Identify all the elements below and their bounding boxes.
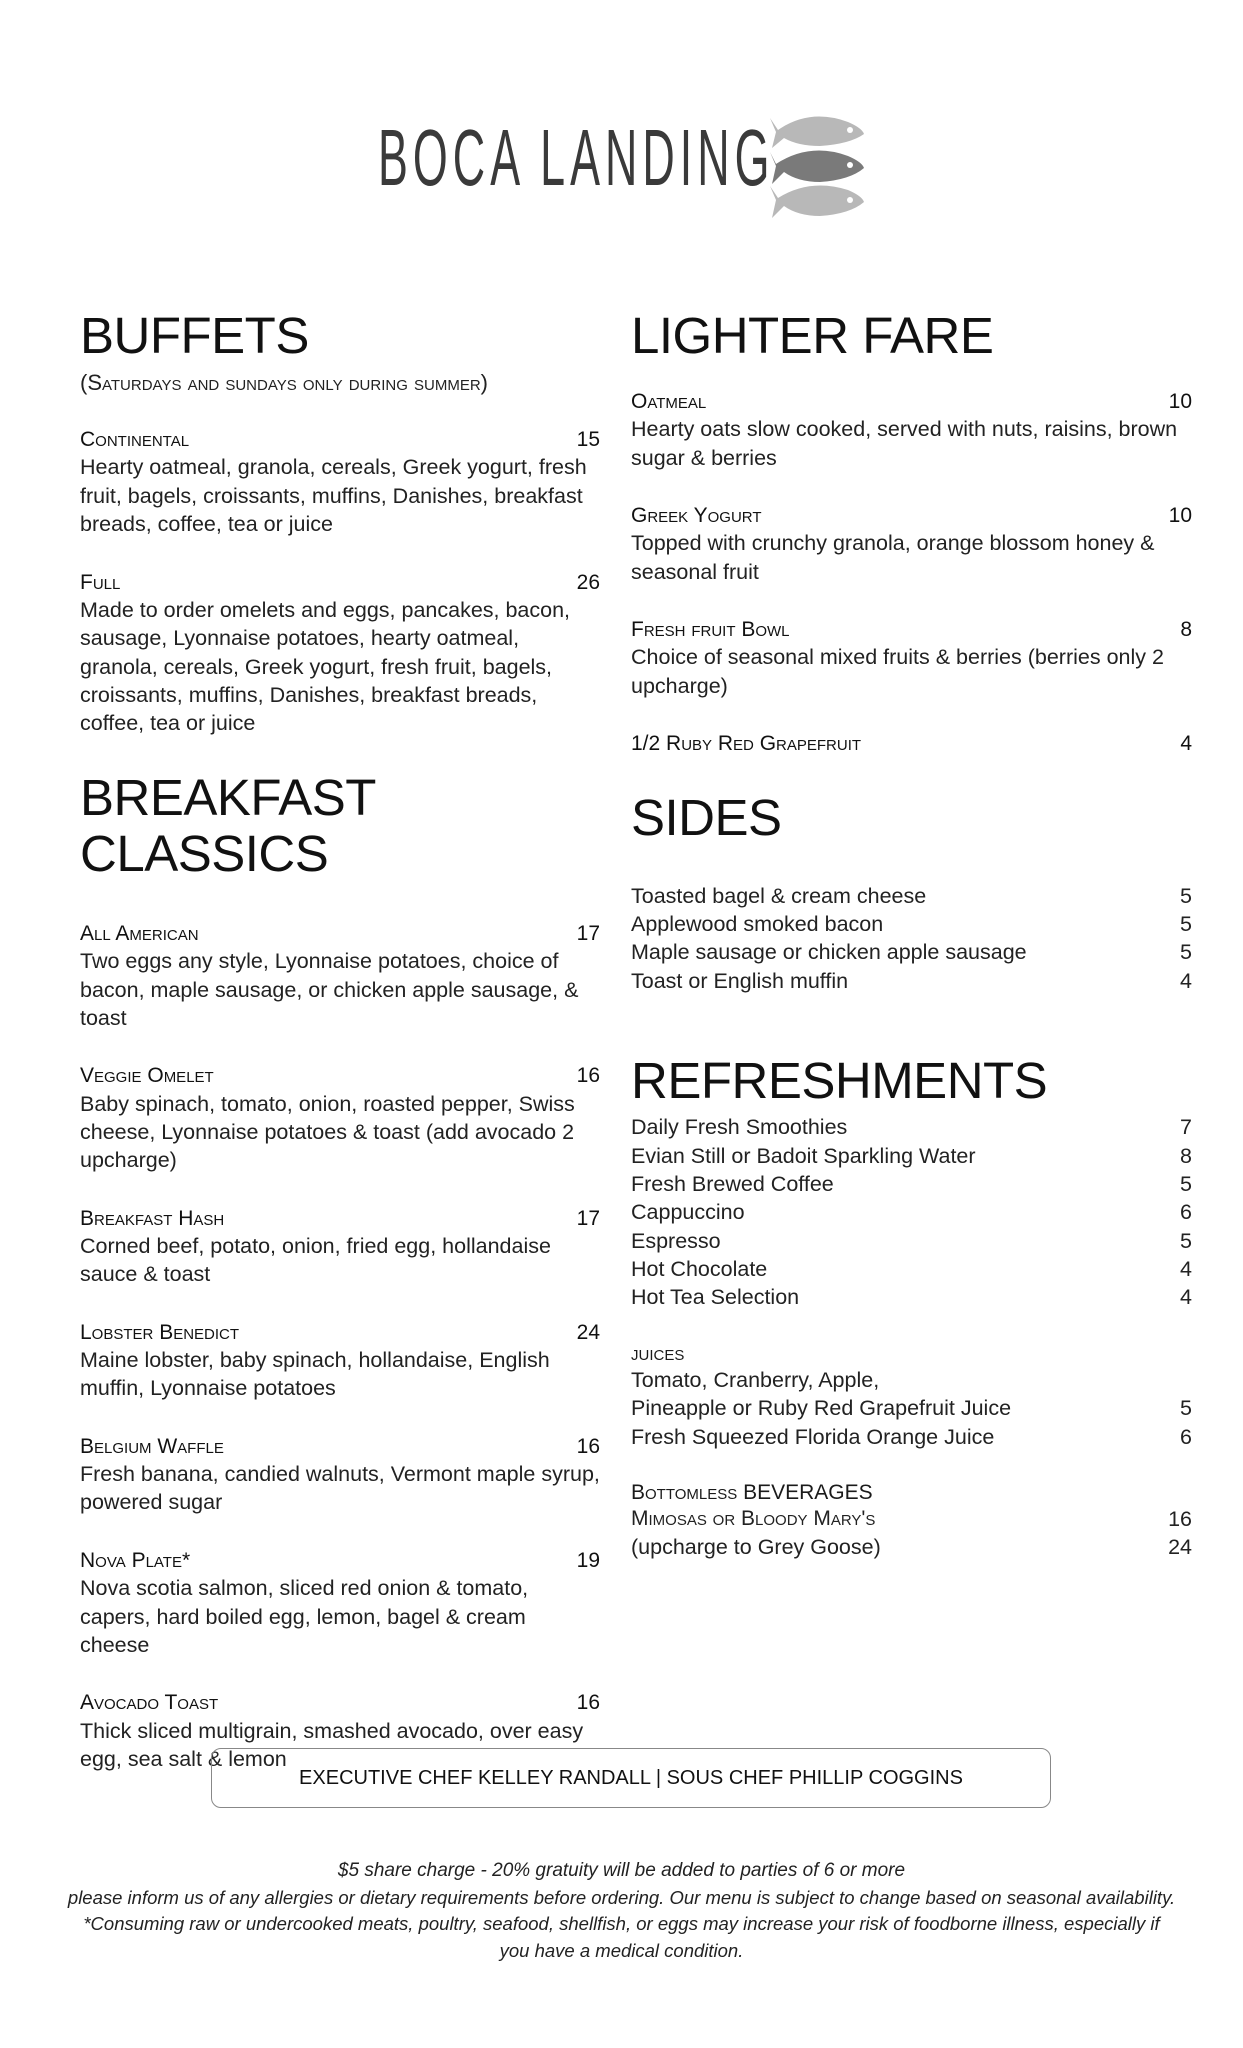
item-description: Topped with crunchy granola, orange blossom honey & seasonal fruit (631, 531, 1155, 584)
buffets-heading: BUFFETS (80, 307, 309, 364)
share-charge-note: $5 share charge - 20% gratuity will be added to parties of 6 or more (337, 1860, 906, 1881)
item-name: Full (80, 570, 121, 594)
refreshments-list (631, 1113, 1192, 1312)
item-name: All American (80, 921, 199, 945)
menu-item (80, 569, 600, 738)
item-price: 17 (576, 1206, 600, 1230)
chef-credits-box (211, 1748, 1051, 1808)
brand-name: BOCA LANDING (378, 113, 775, 202)
item-name: Fresh fruit Bowl (631, 618, 790, 642)
list-item: Fresh Squeezed Florida Orange Juice 6 (631, 1424, 1192, 1449)
menu-item (80, 1433, 600, 1517)
list-item: Tomato, Cranberry, Apple, (631, 1367, 880, 1392)
item-price: 16 (576, 1434, 600, 1458)
list-item: Daily Fresh Smoothies 7 (631, 1115, 1192, 1140)
item-price: 19 (576, 1548, 600, 1572)
sides-list (631, 882, 1192, 996)
item-description: Baby spinach, tomato, onion, roasted pepper, Swiss cheese, Lyonnaise potatoes & toast (add avocado 2 upcharge) (80, 1091, 575, 1173)
menu-item (631, 616, 1192, 700)
item-description: Two eggs any style, Lyonnaise potatoes, choice of bacon, maple sausage, or chicken apple sausage, & toast (80, 949, 579, 1030)
list-item: Mimosas or Bloody Mary's 16 (631, 1506, 1192, 1531)
item-description: Made to order omelets and eggs, pancakes, bacon, sausage, Lyonnaise potatoes, hearty oatmeal, granola, cereals, Greek yogurt, fresh fruit, bagels, croissants, muffins, Danishes, breakfast breads, coffee, tea or juice (80, 597, 571, 736)
right-column (631, 308, 1192, 1562)
list-item: Applewood smoked bacon 5 (631, 912, 1192, 936)
item-price: 10 (1168, 390, 1192, 414)
refreshments-heading: REFRESHMENTS (631, 1052, 1048, 1110)
item-description: Nova scotia salmon, sliced red onion & tomato, capers, hard boiled egg, lemon, bagel & cream cheese (80, 1576, 529, 1657)
item-name: Oatmeal (631, 390, 707, 414)
item-description: Hearty oats slow cooked, served with nuts, raisins, brown sugar & berries (631, 417, 1178, 470)
menu-item (80, 1205, 600, 1289)
menu-item (80, 920, 600, 1032)
menu-item (80, 1547, 600, 1659)
item-name: Continental (80, 428, 190, 452)
menu-item (80, 1062, 600, 1174)
item-price: 16 (576, 1691, 600, 1715)
item-name: Greek Yogurt (631, 504, 762, 528)
list-item: (upcharge to Grey Goose) 24 (631, 1535, 1192, 1560)
menu-item (631, 388, 1192, 472)
lighter-heading: LIGHTER FARE (631, 307, 994, 364)
item-description: Hearty oatmeal, granola, cereals, Greek yogurt, fresh fruit, bagels, croissants, muffins, Danishes, breakfast breads, coffee, tea or juice (80, 455, 587, 537)
bottomless-label: Bottomless BEVERAGES (631, 1480, 873, 1504)
item-price: 4 (1180, 732, 1192, 756)
menu-item (80, 426, 600, 538)
item-price: 16 (576, 1064, 600, 1088)
item-name: Veggie Omelet (80, 1064, 214, 1088)
item-description: Thick sliced multigrain, smashed avocado, over easy egg, sea salt & lemon (80, 1718, 584, 1771)
juices-group (631, 1342, 1192, 1451)
classics-heading: BREAKFAST CLASSICS (80, 768, 376, 882)
item-name: 1/2 Ruby Red Grapefruit (631, 732, 862, 756)
buffets-subtitle: (Saturdays and sundays only during summer) (80, 370, 488, 396)
item-price: 17 (576, 921, 600, 945)
consumption-warning-cont: you have a medical condition. (499, 1939, 744, 1961)
list-item: Cappuccino 6 (631, 1200, 1192, 1225)
bottomless-group (631, 1481, 1192, 1562)
item-name: Nova Plate* (80, 1548, 191, 1572)
consumption-warning: *Consuming raw or undercooked meats, poultry, seafood, shellfish, or eggs may increase your risk of foodborne illness, especially if (83, 1913, 1160, 1935)
item-price: 24 (576, 1320, 600, 1344)
item-price: 15 (576, 428, 600, 452)
three-fish-icon (770, 108, 870, 218)
list-item: Espresso 5 (631, 1228, 1192, 1253)
item-description: Corned beef, potato, onion, fried egg, hollandaise sauce & toast (80, 1234, 551, 1287)
sides-heading: SIDES (631, 788, 782, 846)
item-description: Fresh banana, candied walnuts, Vermont maple syrup, powered sugar (80, 1462, 600, 1515)
item-description: Choice of seasonal mixed fruits & berries (berries only 2 upcharge) (631, 645, 1164, 698)
chef-credits: EXECUTIVE CHEF KELLEY RANDALL | SOUS CHEF PHILLIP COGGINS (299, 1766, 963, 1789)
item-name: Lobster Benedict (80, 1320, 240, 1344)
item-price: 10 (1168, 504, 1192, 528)
menu-item (631, 730, 1192, 757)
item-description: Maine lobster, baby spinach, hollandaise, English muffin, Lyonnaise potatoes (80, 1348, 550, 1401)
item-name: Breakfast Hash (80, 1206, 225, 1230)
list-item: Hot Chocolate 4 (631, 1257, 1192, 1282)
list-item: Toasted bagel & cream cheese 5 (631, 883, 1192, 908)
item-name: Belgium Waffle (80, 1434, 224, 1458)
left-column (80, 308, 600, 1773)
list-item: Evian Still or Badoit Sparkling Water 8 (631, 1143, 1192, 1168)
menu-item (631, 502, 1192, 586)
item-price: 26 (576, 570, 600, 594)
item-price: 8 (1180, 618, 1192, 642)
footer-notes (60, 1858, 1183, 1964)
juices-label: juices (631, 1341, 685, 1365)
allergy-note: please inform us of any allergies or dietary requirements before ordering. Our menu is subject to change based on seasonal availability. (67, 1886, 1176, 1908)
item-name: Avocado Toast (80, 1691, 219, 1715)
list-item: Fresh Brewed Coffee 5 (631, 1171, 1192, 1196)
list-item: Hot Tea Selection 4 (631, 1285, 1192, 1310)
menu-item (80, 1319, 600, 1403)
list-item: Toast or English muffin 4 (631, 968, 1192, 993)
logo (378, 108, 878, 228)
list-item: Pineapple or Ruby Red Grapefruit Juice 5 (631, 1396, 1192, 1421)
list-item: Maple sausage or chicken apple sausage 5 (631, 940, 1192, 965)
